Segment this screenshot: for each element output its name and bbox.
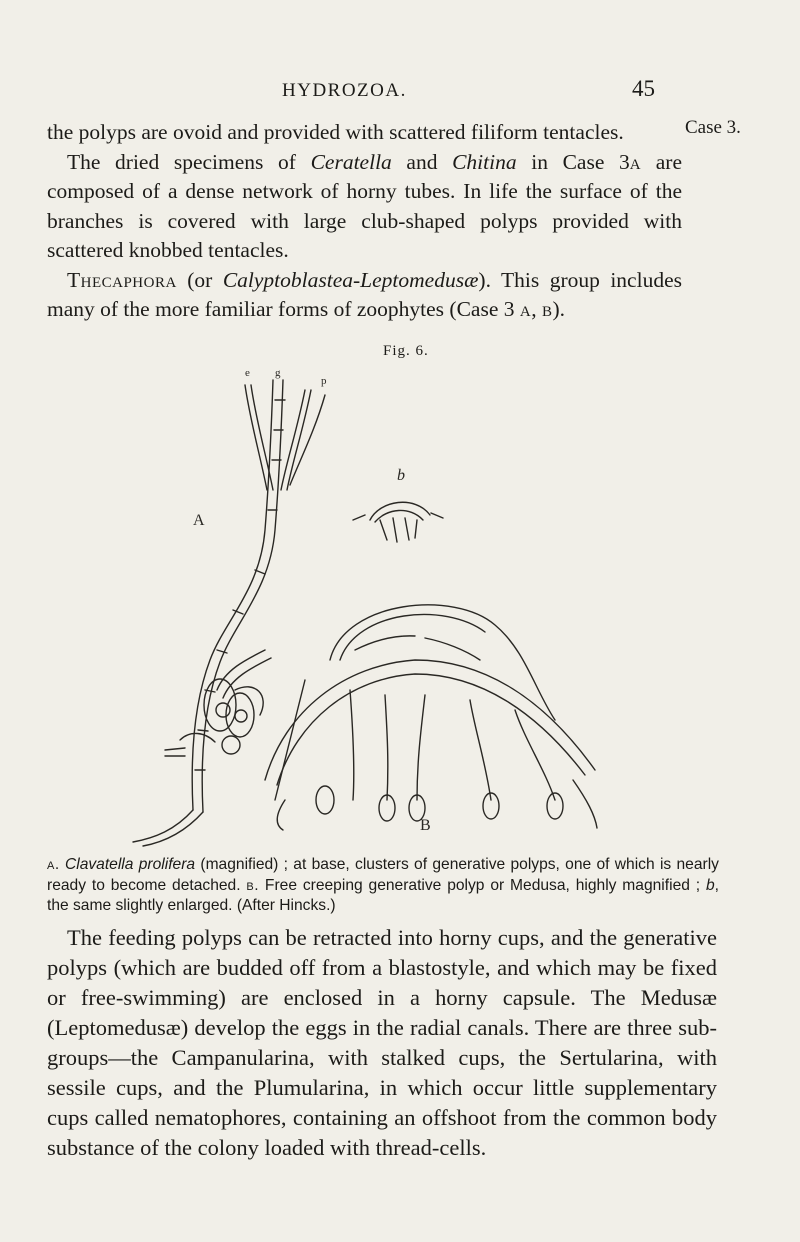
case-letter-b: b bbox=[541, 297, 553, 321]
generative-polyps bbox=[165, 679, 263, 756]
para3-text-3: , bbox=[531, 297, 542, 321]
margin-note: Case 3. bbox=[685, 117, 741, 138]
genus-chitina: Chitina bbox=[452, 149, 517, 174]
text-block-bottom bbox=[47, 923, 717, 1163]
clavatella-colony bbox=[133, 380, 325, 846]
caption-label-b: b. bbox=[246, 876, 260, 894]
running-title: HYDROZOA. bbox=[282, 80, 407, 101]
paragraph-thecaphora bbox=[47, 266, 682, 325]
figure-letter-e: e bbox=[245, 367, 250, 379]
paragraph-gymnoblastea bbox=[47, 148, 682, 266]
creeping-medusa-B bbox=[265, 605, 597, 830]
small-medusa-b bbox=[353, 502, 443, 542]
figure-letter-p: p bbox=[321, 375, 327, 387]
paragraph-continuation: the polyps are ovoid and provided with scattered filiform tentacles. bbox=[47, 120, 624, 144]
page-number: 45 bbox=[632, 76, 655, 101]
caption-b-rest: , the same slightly enlarged. (After Hincks.) bbox=[47, 876, 719, 914]
para3-text-1: (or bbox=[176, 267, 223, 292]
caption-species: Clavatella prolifera bbox=[64, 856, 196, 873]
text-block-top bbox=[47, 118, 682, 325]
para2-text-1: The dried specimens of bbox=[67, 149, 311, 174]
figure-caption bbox=[47, 855, 719, 917]
paragraph-feeding-polyps: The feeding polyps can be retracted into horny cups, and the generative polyps (which are budded off from a blastostyle, and which may be fixed or free-swimming) are enclosed in a horny capsule. The Medusæ (Leptomedusæ) develop the eggs in the radial canals. There are three sub-groups—the Campanularina, with stalked cups, the Sertularina, with sessile cups, and the Plumularina, in which occur little supplementary cups called nematophores, containing an offshoot from the common body substance of the colony loaded with thread-cells. bbox=[47, 925, 717, 1160]
caption-b-italic: b bbox=[705, 876, 715, 894]
caption-a-text: (magnified) ; at base, clusters of generative polyps, one of which is nearly ready to become detached. bbox=[47, 856, 719, 894]
para2-text-2: and bbox=[391, 149, 453, 174]
figure-label: Fig. 6. bbox=[383, 343, 429, 359]
genus-ceratella: Ceratella bbox=[310, 149, 392, 174]
para2-text-3: in Case 3 bbox=[516, 149, 630, 174]
figure-letter-A: A bbox=[193, 512, 205, 529]
caption-b-text: Free creeping generative polyp or Medusa, highly magnified ; bbox=[259, 876, 706, 894]
group-alt-name: Calyptoblastea-Leptomedusæ bbox=[222, 267, 479, 292]
thecaphora-heading: Thecaphora bbox=[67, 267, 177, 292]
para3-text-2: ). This group includes many of the more familiar forms of zoophytes (Case 3 bbox=[47, 267, 682, 321]
figure-letter-b: b bbox=[397, 467, 405, 484]
figure-illustration bbox=[125, 360, 675, 848]
caption-label-a: a. bbox=[47, 856, 60, 873]
para3-text-4: ). bbox=[552, 297, 566, 321]
case-letter-a: a bbox=[519, 297, 532, 321]
case-letter: a bbox=[629, 149, 642, 174]
para2-text-4: are composed of a dense network of horny tubes. In life the surface of the branches is covered with large club-shaped polyps provided with scattered knobbed tentacles. bbox=[47, 149, 682, 262]
figure-letter-g: g bbox=[275, 367, 281, 379]
figure-letter-B: B bbox=[420, 817, 431, 834]
